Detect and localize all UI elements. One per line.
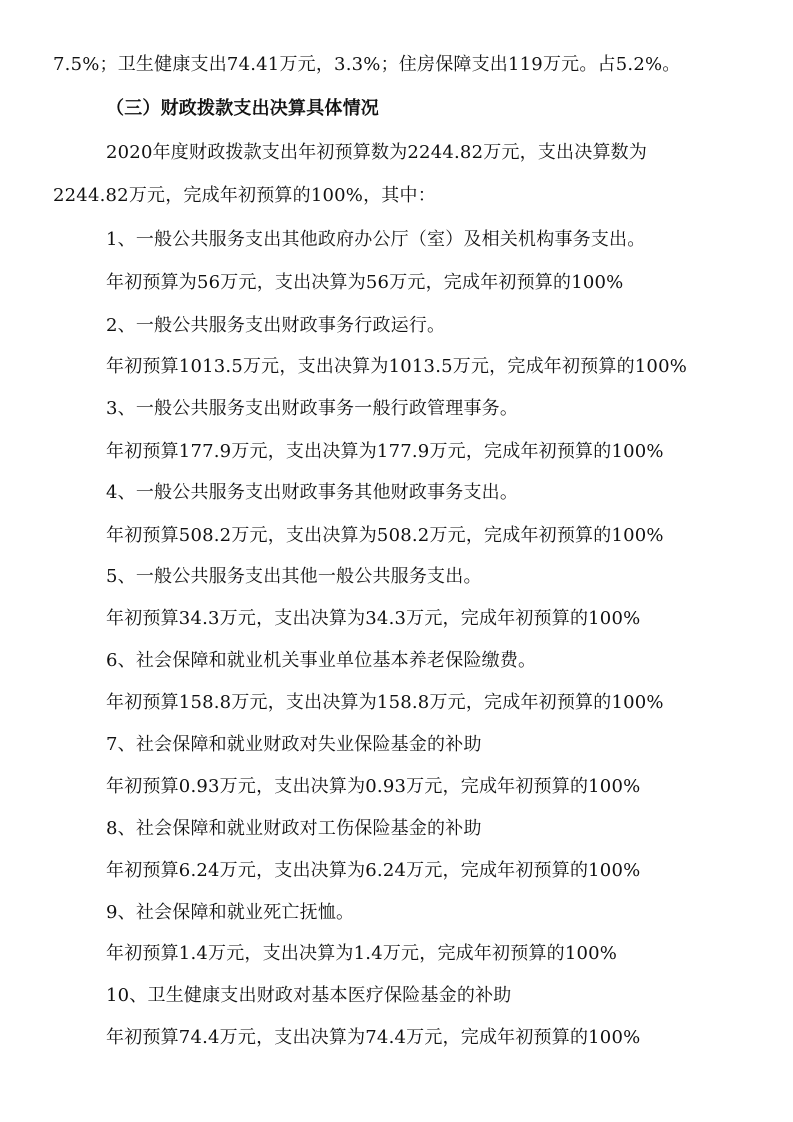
intro-line-1: 2020年度财政拨款支出年初预算数为2244.82万元，支出决算数为 [106,142,648,163]
item-detail: 年初预算0.93万元，支出决算为0.93万元，完成年初预算的100% [106,776,641,797]
item-detail: 年初预算6.24万元，支出决算为6.24万元，完成年初预算的100% [106,860,641,881]
item-title: 5、一般公共服务支出其他一般公共服务支出。 [106,566,482,587]
item-detail: 年初预算158.8万元，支出决算为158.8万元，完成年初预算的100% [106,692,664,713]
carryover-line: 7.5%；卫生健康支出74.41万元，3.3%；住房保障支出119万元。占5.2%。 [53,54,681,75]
item-detail: 年初预算34.3万元，支出决算为34.3万元，完成年初预算的100% [106,608,641,629]
item-title: 4、一般公共服务支出财政事务其他财政事务支出。 [106,482,519,503]
item-title: 2、一般公共服务支出财政事务行政运行。 [106,315,446,336]
section-heading: （三）财政拨款支出决算具体情况 [106,98,379,119]
item-detail: 年初预算1013.5万元，支出决算为1013.5万元，完成年初预算的100% [106,356,688,377]
intro-line-2: 2244.82万元，完成年初预算的100%，其中： [53,185,436,206]
item-title: 3、一般公共服务支出财政事务一般行政管理事务。 [106,398,519,419]
item-detail: 年初预算177.9万元，支出决算为177.9万元，完成年初预算的100% [106,441,664,462]
item-detail: 年初预算1.4万元，支出决算为1.4万元，完成年初预算的100% [106,943,618,964]
item-title: 7、社会保障和就业财政对失业保险基金的补助 [106,734,482,755]
item-title: 10、卫生健康支出财政对基本医疗保险基金的补助 [106,985,512,1006]
item-title: 6、社会保障和就业机关事业单位基本养老保险缴费。 [106,650,537,671]
item-title: 1、一般公共服务支出其他政府办公厅（室）及相关机构事务支出。 [106,229,646,250]
item-detail: 年初预算为56万元，支出决算为56万元，完成年初预算的100% [106,272,624,293]
item-detail: 年初预算74.4万元，支出决算为74.4万元，完成年初预算的100% [106,1027,641,1048]
item-title: 8、社会保障和就业财政对工伤保险基金的补助 [106,818,482,839]
item-detail: 年初预算508.2万元，支出决算为508.2万元，完成年初预算的100% [106,525,664,546]
item-title: 9、社会保障和就业死亡抚恤。 [106,902,355,923]
